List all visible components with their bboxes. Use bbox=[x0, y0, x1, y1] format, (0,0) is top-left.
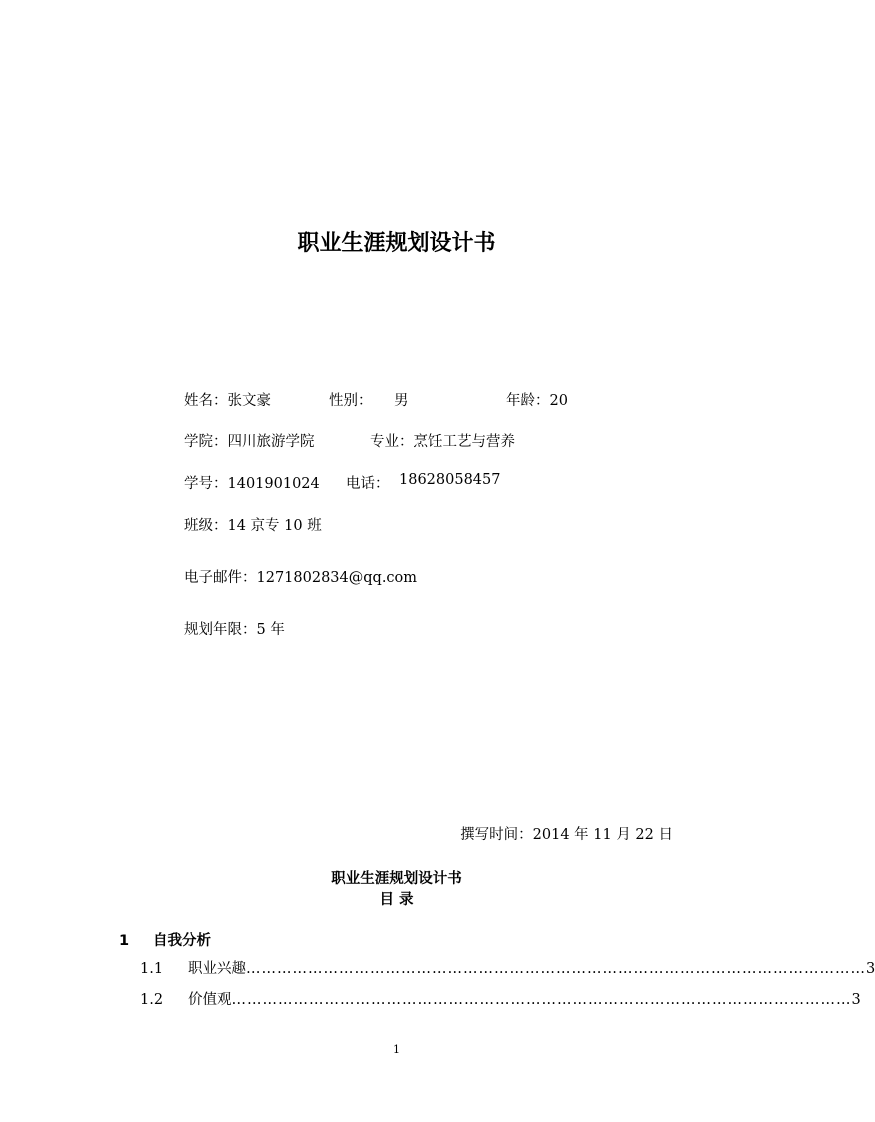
toc-entry[interactable] bbox=[140, 988, 861, 1009]
major-field bbox=[370, 430, 515, 451]
class-label: 班级： bbox=[184, 518, 228, 534]
toc-entry-label: 职业兴趣 bbox=[188, 961, 246, 977]
toc-entry-page: 3 bbox=[851, 992, 861, 1008]
major-label: 专业： bbox=[370, 434, 414, 450]
toc-entry[interactable] bbox=[140, 957, 875, 978]
class-field bbox=[184, 514, 322, 535]
written-date: 撰写时间：2014 年 11 月 22 日 bbox=[460, 827, 673, 843]
period-field bbox=[184, 618, 285, 639]
student-id-label: 学号： bbox=[184, 476, 228, 492]
name-value: 张文豪 bbox=[227, 393, 271, 409]
college-value: 四川旅游学院 bbox=[227, 434, 315, 450]
toc-entry-page: 3 bbox=[866, 961, 875, 977]
period-value: 5 年 bbox=[256, 622, 285, 638]
student-id-field bbox=[184, 472, 320, 493]
toc-entry-label: 价值观 bbox=[188, 992, 232, 1008]
age-value: 20 bbox=[549, 393, 568, 409]
toc-heading: 目 录 bbox=[379, 892, 414, 908]
email-value: 1271802834@qq.com bbox=[256, 570, 418, 586]
period-label: 规划年限： bbox=[184, 622, 257, 638]
phone-value: 18628058457 bbox=[399, 472, 501, 488]
student-id-value: 1401901024 bbox=[227, 476, 320, 492]
toc-section-number: 1 bbox=[119, 933, 130, 949]
page-number: 1 bbox=[393, 1043, 400, 1056]
class-value: 14 京专 10 班 bbox=[227, 518, 322, 534]
college-label: 学院： bbox=[184, 434, 228, 450]
phone-field bbox=[346, 472, 390, 493]
toc-document-title: 职业生涯规划设计书 bbox=[331, 871, 462, 887]
toc-section-label: 自我分析 bbox=[153, 933, 211, 949]
toc-leader-dots: ………………………………………………………………………………………………………… bbox=[246, 961, 866, 977]
name-label: 姓名： bbox=[184, 393, 228, 409]
college-field bbox=[184, 430, 315, 451]
email-label: 电子邮件： bbox=[184, 570, 257, 586]
email-field bbox=[184, 566, 417, 587]
gender-field bbox=[329, 389, 373, 410]
age-field bbox=[506, 389, 568, 410]
toc-entry-number: 1.2 bbox=[140, 992, 164, 1008]
phone-label: 电话： bbox=[346, 476, 390, 492]
toc-section[interactable] bbox=[119, 929, 211, 950]
age-label: 年龄： bbox=[506, 393, 550, 409]
name-field bbox=[184, 389, 271, 410]
major-value: 烹饪工艺与营养 bbox=[413, 434, 515, 450]
toc-leader-dots: ………………………………………………………………………………………………………… bbox=[231, 992, 852, 1008]
gender-label: 性别： bbox=[329, 393, 373, 409]
document-title: 职业生涯规划设计书 bbox=[297, 231, 496, 256]
gender-value: 男 bbox=[394, 393, 409, 409]
toc-entry-number: 1.1 bbox=[140, 961, 164, 977]
